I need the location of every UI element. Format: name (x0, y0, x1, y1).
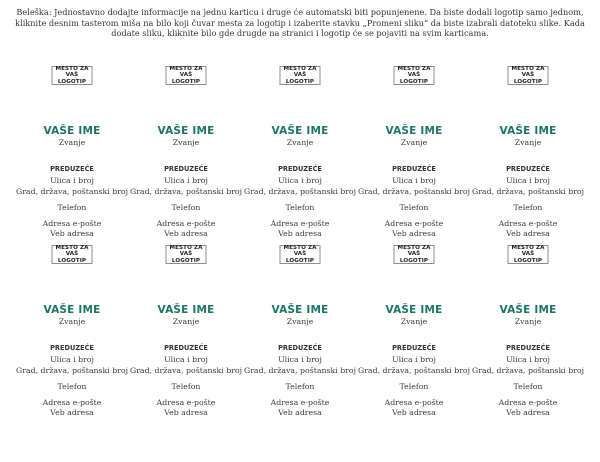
card-name[interactable]: VAŠE IME (385, 304, 443, 316)
logo-placeholder-line2: VAŠ LOGOTIP (513, 72, 543, 85)
logo-placeholder-line2: VAŠ LOGOTIP (171, 72, 201, 85)
card-title[interactable]: Zvanje (514, 138, 542, 147)
card-city[interactable]: Grad, država, poštanski broj (471, 187, 585, 196)
card-street[interactable]: Ulica i broj (164, 355, 208, 364)
card-street[interactable]: Ulica i broj (50, 355, 94, 364)
logo-placeholder[interactable] (394, 66, 435, 85)
logo-placeholder-line1: MESTO ZA (55, 65, 89, 72)
card-title[interactable]: Zvanje (58, 138, 86, 147)
card-street[interactable]: Ulica i broj (164, 176, 208, 185)
card-street[interactable]: Ulica i broj (392, 176, 436, 185)
card-street[interactable]: Ulica i broj (506, 176, 550, 185)
card-city[interactable]: Grad, država, poštanski broj (243, 366, 357, 375)
card-company[interactable]: PREDUZEĆE (506, 344, 550, 352)
logo-placeholder-line1: MESTO ZA (397, 65, 431, 72)
business-card (15, 245, 129, 420)
card-web[interactable]: Veb adresa (278, 229, 322, 238)
logo-placeholder-line2: VAŠ LOGOTIP (399, 72, 429, 85)
business-card (471, 66, 585, 241)
card-city[interactable]: Grad, država, poštanski broj (357, 366, 471, 375)
logo-placeholder[interactable] (508, 245, 549, 264)
card-email[interactable]: Adresa e-pošte (270, 219, 330, 228)
card-street[interactable]: Ulica i broj (50, 176, 94, 185)
card-city[interactable]: Grad, država, poštanski broj (15, 187, 129, 196)
card-street[interactable]: Ulica i broj (278, 355, 322, 364)
card-company[interactable]: PREDUZEĆE (392, 344, 436, 352)
card-web[interactable]: Veb adresa (164, 408, 208, 417)
card-phone[interactable]: Telefon (57, 382, 87, 391)
card-phone[interactable]: Telefon (171, 382, 201, 391)
card-phone[interactable]: Telefon (513, 382, 543, 391)
card-web[interactable]: Veb adresa (392, 229, 436, 238)
logo-placeholder-line1: MESTO ZA (169, 244, 203, 251)
card-web[interactable]: Veb adresa (392, 408, 436, 417)
business-card (357, 245, 471, 420)
card-name[interactable]: VAŠE IME (499, 125, 557, 137)
instruction-note: Beleška: Jednostavno dodajte informacije na jednu karticu i druge će automatski biti popunjenene. Da biste dodali logotip samo jednom, kliknite desnim tasterom miša na bilo koji čuvar mesta za logotip i izaberite stavku „Promeni sliku“ da biste izabrali datoteku slike. Kada dodate sliku, kliknite bilo gde drugde na stranici i logotip će se pojaviti na svim karticama. (15, 7, 585, 39)
logo-placeholder[interactable] (394, 245, 435, 264)
card-name[interactable]: VAŠE IME (271, 304, 329, 316)
card-title[interactable]: Zvanje (400, 138, 428, 147)
card-street[interactable]: Ulica i broj (392, 355, 436, 364)
card-web[interactable]: Veb adresa (506, 408, 550, 417)
card-email[interactable]: Adresa e-pošte (498, 219, 558, 228)
card-company[interactable]: PREDUZEĆE (278, 165, 322, 173)
card-street[interactable]: Ulica i broj (506, 355, 550, 364)
card-name[interactable]: VAŠE IME (43, 304, 101, 316)
card-web[interactable]: Veb adresa (164, 229, 208, 238)
card-phone[interactable]: Telefon (399, 382, 429, 391)
business-card (243, 245, 357, 420)
card-title[interactable]: Zvanje (172, 138, 200, 147)
logo-placeholder-line1: MESTO ZA (169, 65, 203, 72)
card-title[interactable]: Zvanje (172, 317, 200, 326)
card-email[interactable]: Adresa e-pošte (270, 398, 330, 407)
logo-placeholder-line1: MESTO ZA (511, 65, 545, 72)
card-name[interactable]: VAŠE IME (385, 125, 443, 137)
card-phone[interactable]: Telefon (285, 382, 315, 391)
card-city[interactable]: Grad, država, poštanski broj (129, 366, 243, 375)
logo-placeholder-line1: MESTO ZA (283, 244, 317, 251)
business-card (129, 66, 243, 241)
business-card (243, 66, 357, 241)
card-name[interactable]: VAŠE IME (271, 125, 329, 137)
card-title[interactable]: Zvanje (286, 138, 314, 147)
card-company[interactable]: PREDUZEĆE (50, 165, 94, 173)
card-phone[interactable]: Telefon (513, 203, 543, 212)
logo-placeholder[interactable] (280, 66, 321, 85)
card-email[interactable]: Adresa e-pošte (156, 398, 216, 407)
card-street[interactable]: Ulica i broj (278, 176, 322, 185)
logo-placeholder-line2: VAŠ LOGOTIP (399, 251, 429, 264)
logo-placeholder-line1: MESTO ZA (55, 244, 89, 251)
business-card (471, 245, 585, 420)
card-phone[interactable]: Telefon (57, 203, 87, 212)
card-email[interactable]: Adresa e-pošte (498, 398, 558, 407)
card-phone[interactable]: Telefon (285, 203, 315, 212)
card-title[interactable]: Zvanje (400, 317, 428, 326)
logo-placeholder-line1: MESTO ZA (283, 65, 317, 72)
logo-placeholder[interactable] (166, 66, 207, 85)
card-email[interactable]: Adresa e-pošte (384, 219, 444, 228)
card-city[interactable]: Grad, država, poštanski broj (471, 366, 585, 375)
card-title[interactable]: Zvanje (58, 317, 86, 326)
card-email[interactable]: Adresa e-pošte (42, 219, 102, 228)
card-web[interactable]: Veb adresa (278, 408, 322, 417)
card-name[interactable]: VAŠE IME (157, 304, 215, 316)
card-web[interactable]: Veb adresa (50, 408, 94, 417)
logo-placeholder-line2: VAŠ LOGOTIP (285, 251, 315, 264)
card-company[interactable]: PREDUZEĆE (278, 344, 322, 352)
card-company[interactable]: PREDUZEĆE (164, 344, 208, 352)
card-phone[interactable]: Telefon (399, 203, 429, 212)
business-card (357, 66, 471, 241)
logo-placeholder[interactable] (52, 245, 93, 264)
card-web[interactable]: Veb adresa (506, 229, 550, 238)
card-city[interactable]: Grad, država, poštanski broj (129, 187, 243, 196)
logo-placeholder[interactable] (508, 66, 549, 85)
card-city[interactable]: Grad, država, poštanski broj (243, 187, 357, 196)
card-phone[interactable]: Telefon (171, 203, 201, 212)
logo-placeholder-line2: VAŠ LOGOTIP (57, 251, 87, 264)
card-email[interactable]: Adresa e-pošte (42, 398, 102, 407)
logo-placeholder-line1: MESTO ZA (397, 244, 431, 251)
logo-placeholder-line2: VAŠ LOGOTIP (171, 251, 201, 264)
logo-placeholder-line2: VAŠ LOGOTIP (513, 251, 543, 264)
card-company[interactable]: PREDUZEĆE (392, 165, 436, 173)
card-city[interactable]: Grad, država, poštanski broj (357, 187, 471, 196)
card-city[interactable]: Grad, država, poštanski broj (15, 366, 129, 375)
logo-placeholder-line2: VAŠ LOGOTIP (57, 72, 87, 85)
business-card (129, 245, 243, 420)
card-name[interactable]: VAŠE IME (43, 125, 101, 137)
logo-placeholder-line1: MESTO ZA (511, 244, 545, 251)
business-card (15, 66, 129, 241)
card-title[interactable]: Zvanje (514, 317, 542, 326)
card-title[interactable]: Zvanje (286, 317, 314, 326)
card-email[interactable]: Adresa e-pošte (384, 398, 444, 407)
logo-placeholder[interactable] (166, 245, 207, 264)
card-name[interactable]: VAŠE IME (499, 304, 557, 316)
logo-placeholder-line2: VAŠ LOGOTIP (285, 72, 315, 85)
logo-placeholder[interactable] (52, 66, 93, 85)
card-email[interactable]: Adresa e-pošte (156, 219, 216, 228)
card-name[interactable]: VAŠE IME (157, 125, 215, 137)
card-web[interactable]: Veb adresa (50, 229, 94, 238)
logo-placeholder[interactable] (280, 245, 321, 264)
card-company[interactable]: PREDUZEĆE (506, 165, 550, 173)
card-company[interactable]: PREDUZEĆE (164, 165, 208, 173)
card-company[interactable]: PREDUZEĆE (50, 344, 94, 352)
